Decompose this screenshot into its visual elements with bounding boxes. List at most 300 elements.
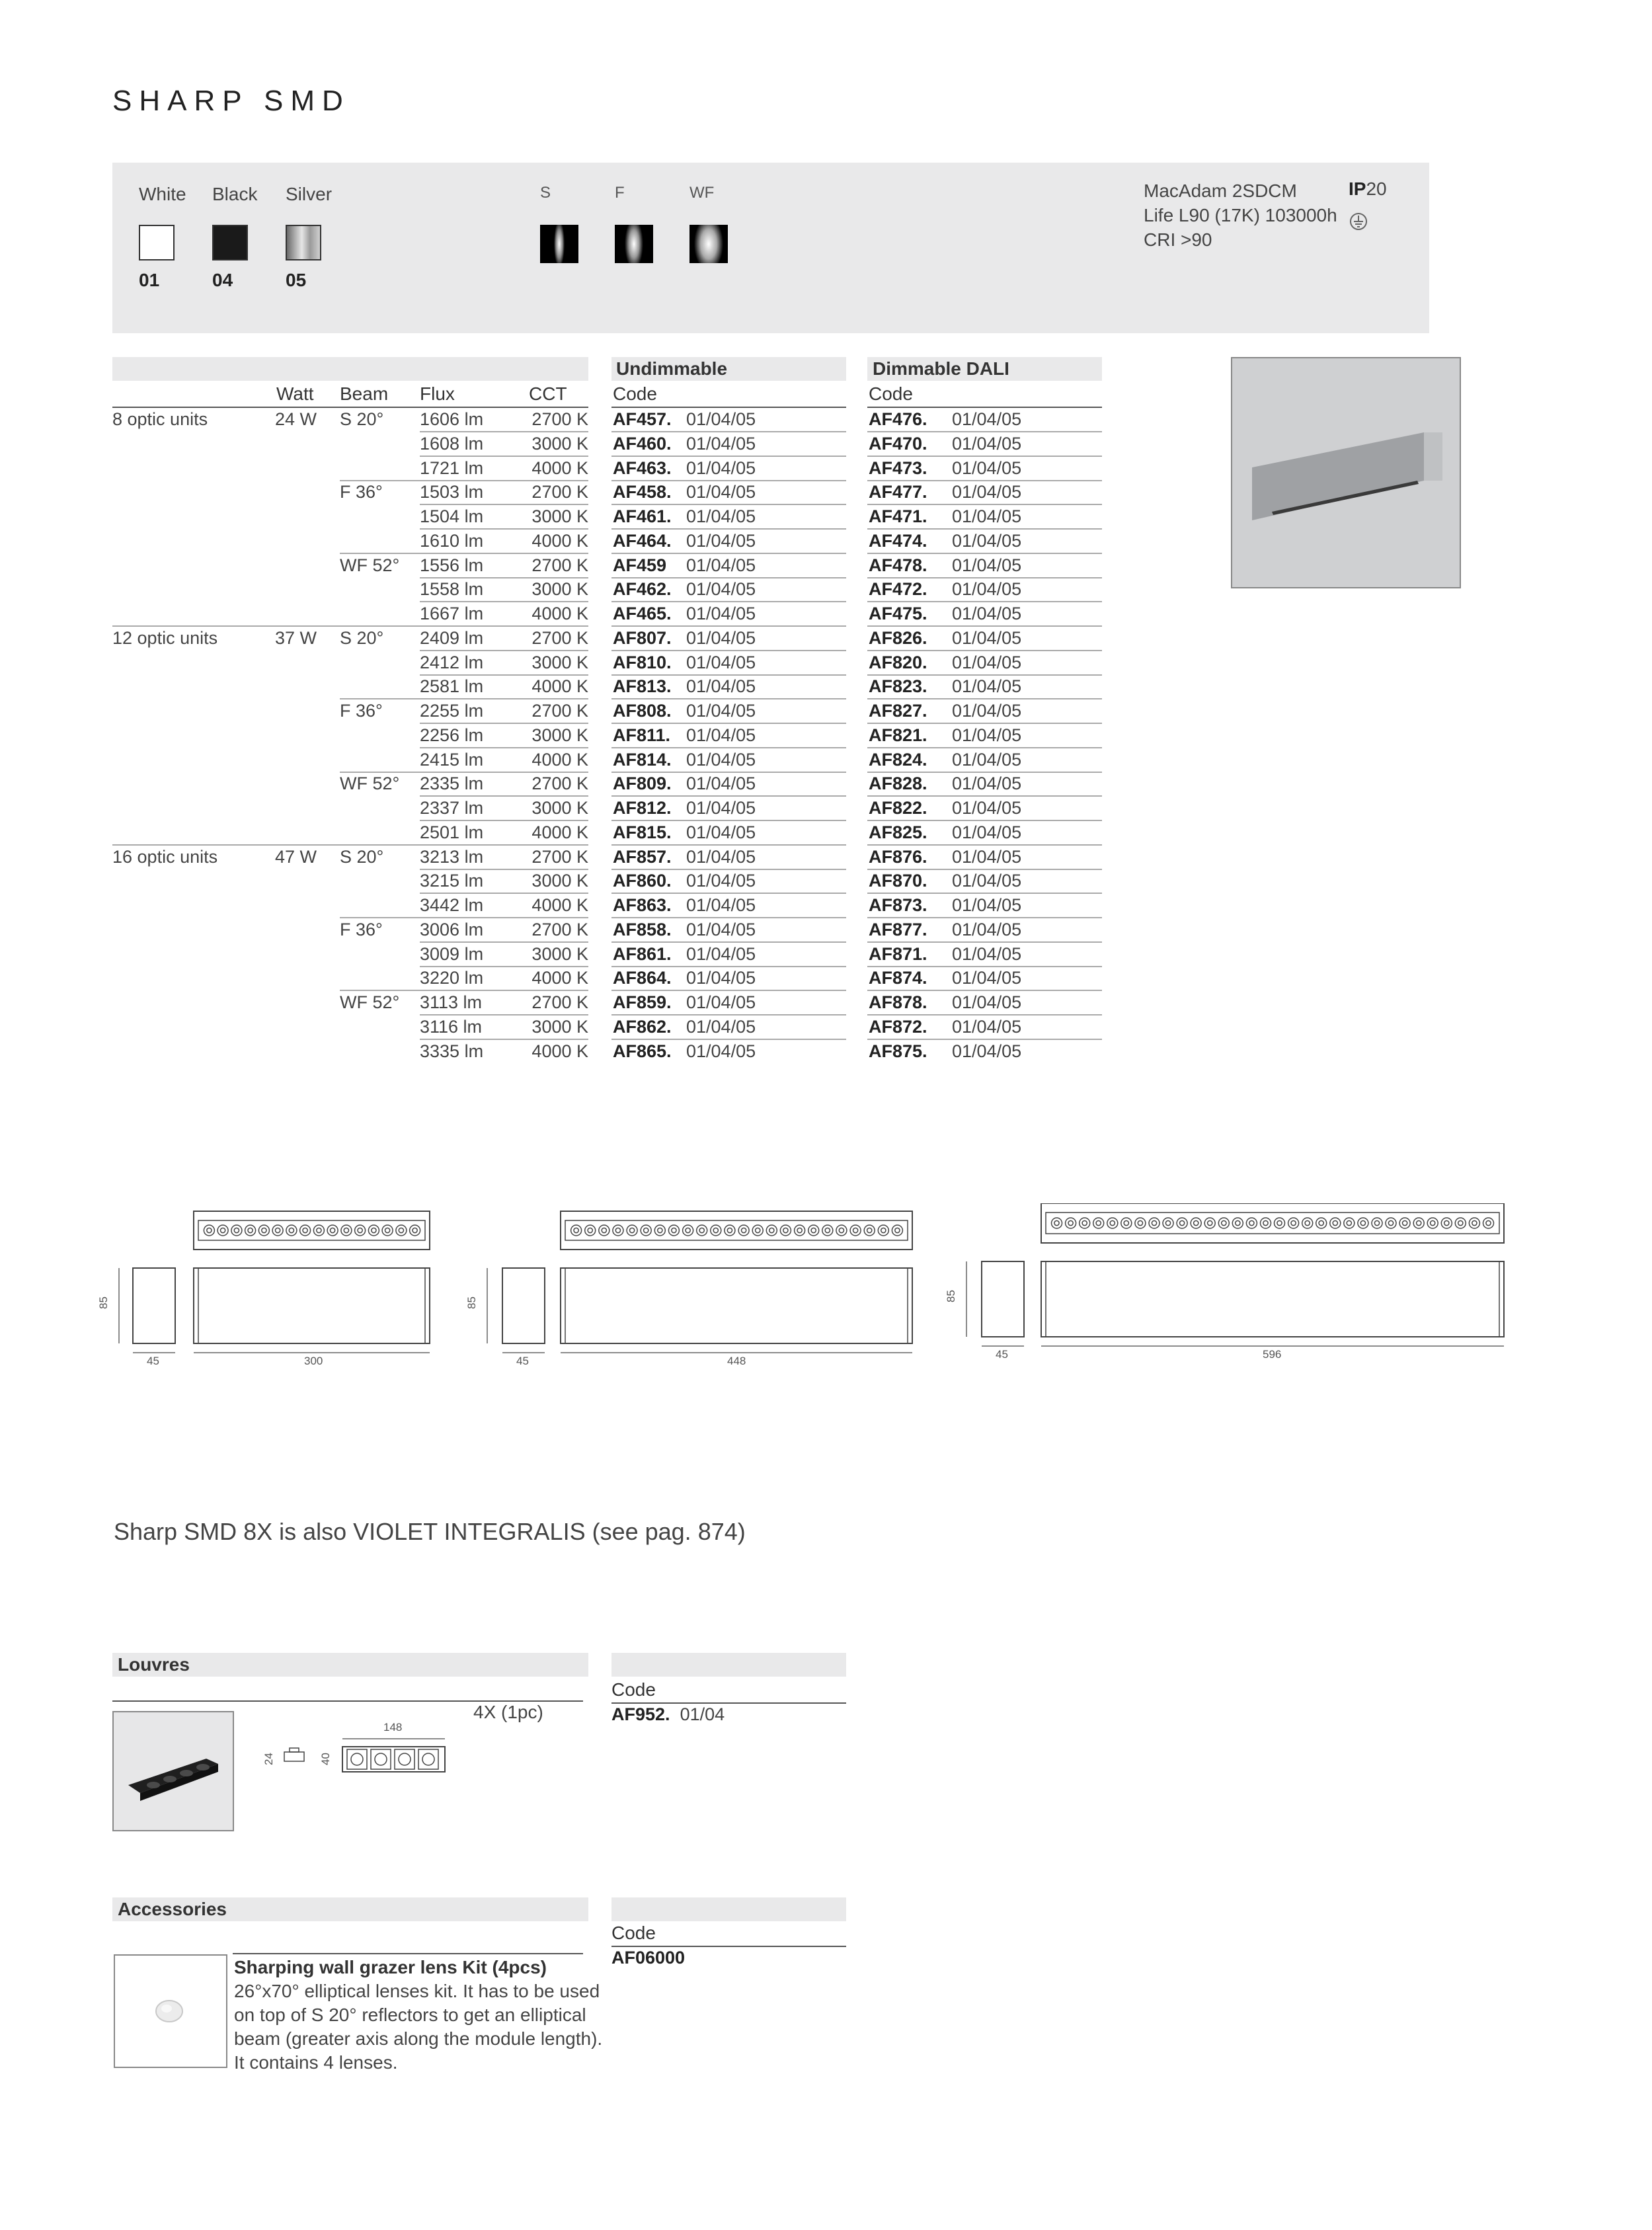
accessory-desc-line: 26°x70° elliptical lenses kit. It has to be used [234,1981,600,2001]
dim-length-2: 448 [727,1355,746,1367]
optic-circle-inner [1277,1220,1282,1225]
cell-flux: 2255 lm [420,701,484,721]
optic-circle-inner [289,1228,294,1232]
optic-circle [613,1225,623,1236]
optic-circle [1469,1218,1479,1228]
cell-d_code: AF822. [869,798,927,818]
cell-watt: 24 W [275,409,317,429]
drawing-596 [966,1203,1504,1346]
cell-d_code: AF871. [869,944,927,964]
optic-circle-inner [713,1228,718,1232]
cell-d_var: 01/04/05 [952,482,1022,502]
cell-flux: 2335 lm [420,774,484,793]
dim-height-3: 85 [945,1290,957,1302]
cell-u_var: 01/04/05 [686,628,756,648]
cell-d_code: AF873. [869,895,927,915]
optic-circle [738,1225,749,1236]
cell-d_code: AF472. [869,579,927,599]
optic-circle [231,1225,242,1236]
page-title: SHARP SMD [112,85,350,117]
optic-circle-inner [1096,1220,1101,1225]
optic-circle [1275,1218,1285,1228]
optic-circle-inner [372,1228,376,1232]
cell-flux: 1606 lm [420,409,484,429]
optic-circle-inner [1138,1220,1142,1225]
cell-flux: 2256 lm [420,725,484,745]
cell-watt: 47 W [275,847,317,867]
cell-flux: 3116 lm [420,1017,483,1037]
cell-u_code: AF861. [613,944,672,964]
cell-u_var: 01/04/05 [686,895,756,915]
col-code-undimmable: Code [613,383,657,404]
optic-circle-inner [221,1228,225,1232]
optic-circle-inner [1458,1220,1463,1225]
cell-u_var: 01/04/05 [686,458,756,478]
cell-d_code: AF870. [869,871,927,891]
cell-d_code: AF477. [869,482,927,502]
optic-circle-inner [1165,1220,1170,1225]
finish-label-white: White [139,184,186,204]
cell-d_var: 01/04/05 [952,531,1022,551]
cell-u_code: AF812. [613,798,672,818]
optic-circle-inner [1472,1220,1477,1225]
cell-u_code: AF862. [613,1017,672,1037]
optic-circle-inner [867,1228,872,1232]
cell-d_code: AF872. [869,1017,927,1037]
optic-circle-inner [811,1228,816,1232]
optic-circle-inner [344,1228,348,1232]
optic-circle [1372,1218,1382,1228]
optic-circle-inner [742,1228,746,1232]
cell-d_var: 01/04/05 [952,750,1022,770]
optic-circle-inner [756,1228,760,1232]
cell-d_var: 01/04/05 [952,1017,1022,1037]
cell-d_var: 01/04/05 [952,992,1022,1012]
louvres-dim-height: 24 [262,1753,275,1765]
accessories-rule [233,1953,583,1954]
cell-cct: 3000 K [531,579,588,599]
louvres-dim-length: 148 [383,1721,403,1733]
cell-d_code: AF824. [869,750,927,770]
optic-circle [1441,1218,1452,1228]
optic-circle-inner [769,1228,774,1232]
cell-beam: S 20° [340,847,384,867]
optic-circle-inner [672,1228,676,1232]
cell-u_code: AF807. [613,628,672,648]
optic-circle-inner [853,1228,858,1232]
cell-beam: WF 52° [340,774,400,793]
cell-d_code: AF476. [869,409,927,429]
cell-flux: 2409 lm [420,628,484,648]
accessory-desc-line: on top of S 20° reflectors to get an elliptical [234,2005,586,2025]
cell-u_code: AF463. [613,458,672,478]
optic-circle [1177,1218,1187,1228]
accessory-desc-line: It contains 4 lenses. [234,2052,398,2073]
louvres-qty: 4X (1pc) [473,1702,543,1722]
cell-u_code: AF460. [613,434,672,454]
cell-d_code: AF821. [869,725,927,745]
optic-circle-inner [1194,1220,1199,1225]
cell-u_var: 01/04/05 [686,653,756,672]
optic-circle-inner [1110,1220,1115,1225]
optic-circle [1093,1218,1104,1228]
optic-circle-inner [1208,1220,1212,1225]
beam-label-wf: WF [689,184,715,202]
cell-cct: 3000 K [531,798,588,818]
optic-circle-inner [413,1228,417,1232]
cell-d_code: AF875. [869,1041,927,1061]
cell-u_code: AF813. [613,676,672,696]
cell-cct: 4000 K [531,604,588,623]
cell-cct: 2700 K [531,701,588,721]
cell-u_var: 01/04/05 [686,579,756,599]
dim-width-3: 45 [996,1348,1008,1361]
cell-d_var: 01/04/05 [952,895,1022,915]
optic-circle-inner [588,1228,592,1232]
cell-d_code: AF471. [869,506,927,526]
optic-circle [822,1225,833,1236]
cell-d_var: 01/04/05 [952,579,1022,599]
cell-cct: 2700 K [531,555,588,575]
cell-d_var: 01/04/05 [952,944,1022,964]
optic-circle-inner [234,1228,239,1232]
cell-u_var: 01/04/05 [686,944,756,964]
cell-u_var: 01/04/05 [686,750,756,770]
cell-flux: 3009 lm [420,944,484,964]
cell-cct: 2700 K [531,628,588,648]
optic-circle [204,1225,214,1236]
cell-flux: 3220 lm [420,968,484,988]
optic-circle-inner [1222,1220,1226,1225]
col-beam: Beam [340,383,389,404]
optic-circle-inner [1417,1220,1421,1225]
cell-u_var: 01/04/05 [686,531,756,551]
optic-circle [286,1225,297,1236]
cell-u_code: AF462. [613,579,672,599]
cell-d_var: 01/04/05 [952,847,1022,867]
optic-circle-inner [262,1228,266,1232]
cell-u_code: AF461. [613,506,672,526]
cell-d_code: AF874. [869,968,927,988]
finish-swatch-silver [286,225,321,260]
optic-circle-inner [1249,1220,1254,1225]
optic-circle [599,1225,610,1236]
optic-circle-inner [1374,1220,1379,1225]
cell-u_code: AF857. [613,847,672,867]
optic-circle [668,1225,679,1236]
optic-circle-inner [839,1228,844,1232]
cell-flux: 3215 lm [420,871,484,891]
optic-circle-inner [1444,1220,1449,1225]
cell-u_var: 01/04/05 [686,676,756,696]
optic-circle [627,1225,637,1236]
optic-circle [1135,1218,1146,1228]
optic-circle-inner [1054,1220,1059,1225]
finish-label-black: Black [212,184,258,204]
optic-circle [410,1225,420,1236]
drawing-300 [119,1211,430,1353]
accessories-code-bar [611,1897,846,1921]
optic-circle-inner [1333,1220,1337,1225]
col-code-dali: Code [869,383,913,404]
cell-u_code: AF864. [613,968,672,988]
cell-beam: S 20° [340,409,384,429]
cell-cct: 2700 K [531,920,588,939]
optic-circle [766,1225,777,1236]
cell-beam: WF 52° [340,555,400,575]
optic-circle [571,1225,582,1236]
optic-circle-inner [1486,1220,1491,1225]
optic-circle [258,1225,269,1236]
cell-cct: 3000 K [531,506,588,526]
cell-d_var: 01/04/05 [952,676,1022,696]
cell-u_var: 01/04/05 [686,774,756,793]
cell-u_var: 01/04/05 [686,604,756,623]
optic-circle-inner [1291,1220,1296,1225]
violet-note: Sharp SMD 8X is also VIOLET INTEGRALIS (see pag. 874) [114,1518,746,1545]
optic-circle [780,1225,791,1236]
optic-circle [795,1225,805,1236]
optic-circle [217,1225,228,1236]
cell-u_code: AF858. [613,920,672,939]
cell-flux: 1610 lm [420,531,484,551]
optic-circle [850,1225,861,1236]
cell-cct: 4000 K [531,531,588,551]
optic-circle-inner [1347,1220,1351,1225]
beam-label-s: S [540,184,551,202]
cell-u_var: 01/04/05 [686,992,756,1012]
finish-swatch-black [212,225,248,260]
dim-length-1: 300 [304,1355,323,1367]
cell-d_var: 01/04/05 [952,409,1022,429]
optic-circle-inner [686,1228,690,1232]
optic-circle [368,1225,379,1236]
cell-d_var: 01/04/05 [952,871,1022,891]
cell-beam: WF 52° [340,992,400,1012]
optic-circle [836,1225,847,1236]
accessories-code-rule [611,1946,846,1947]
optic-circle [1261,1218,1271,1228]
col-watt: Watt [276,383,314,404]
optic-circle-inner [783,1228,788,1232]
cell-u_code: AF814. [613,750,672,770]
cell-d_code: AF473. [869,458,927,478]
finish-code-white: 01 [139,270,160,290]
optic-circle [752,1225,763,1236]
cell-flux: 2581 lm [420,676,484,696]
cell-flux: 2501 lm [420,822,484,842]
optic-circle [1386,1218,1396,1228]
spec-cri: CRI >90 [1144,229,1212,250]
optic-circle-inner [1124,1220,1128,1225]
cell-unit: 12 optic units [112,628,218,648]
optic-circle-inner [399,1228,403,1232]
optic-circle [1455,1218,1466,1228]
cell-d_var: 01/04/05 [952,1041,1022,1061]
cell-u_var: 01/04/05 [686,482,756,502]
accessory-desc-line: beam (greater axis along the module length). [234,2028,603,2049]
cell-cct: 3000 K [531,653,588,672]
cell-u_var: 01/04/05 [686,847,756,867]
table-header-bar [112,357,588,381]
optic-circle [1358,1218,1368,1228]
cell-cct: 4000 K [531,1041,588,1061]
cell-d_code: AF878. [869,992,927,1012]
cell-cct: 4000 K [531,822,588,842]
optic-circle [382,1225,393,1236]
dim-length-3: 596 [1263,1348,1282,1361]
optic-circle-inner [602,1228,606,1232]
cell-cct: 3000 K [531,434,588,454]
cell-beam: F 36° [340,482,383,502]
beam-wf-icon [689,225,728,263]
cell-flux: 3006 lm [420,920,484,939]
optic-circle [1330,1218,1341,1228]
optic-circle [711,1225,721,1236]
cell-beam: F 36° [340,920,383,939]
spec-list [1144,179,1337,252]
technical-drawings [73,1203,1527,1382]
optic-circle [341,1225,352,1236]
cell-flux: 3213 lm [420,847,484,867]
optic-circle [1191,1218,1201,1228]
optic-circle-inner [881,1228,886,1232]
cell-d_var: 01/04/05 [952,701,1022,721]
cell-d_code: AF820. [869,653,927,672]
optic-circle-inner [303,1228,307,1232]
cell-flux: 3335 lm [420,1041,484,1061]
optic-circle [272,1225,283,1236]
optic-circle [396,1225,407,1236]
cell-d_code: AF474. [869,531,927,551]
cell-d_var: 01/04/05 [952,628,1022,648]
cell-flux: 2412 lm [420,653,484,672]
optic-circle [1302,1218,1313,1228]
optic-circle [1344,1218,1355,1228]
accessories-code: AF06000 [611,1948,686,1968]
optic-circle-inner [276,1228,280,1232]
optic-circle-inner [1068,1220,1073,1225]
cell-cct: 3000 K [531,871,588,891]
optic-circle-inner [331,1228,335,1232]
optic-circle [878,1225,888,1236]
optic-circle-inner [248,1228,253,1232]
louvres-photo [112,1711,234,1831]
optic-circle-inner [385,1228,390,1232]
optic-circle-inner [1263,1220,1268,1225]
undimmable-header: Undimmable [616,358,728,379]
cell-d_code: AF827. [869,701,927,721]
cell-d_code: AF877. [869,920,927,939]
cell-u_var: 01/04/05 [686,968,756,988]
cell-u_var: 01/04/05 [686,725,756,745]
dim-width-1: 45 [147,1355,159,1367]
optic-circle-inner [644,1228,649,1232]
accessories-code-header: Code [611,1923,656,1943]
product-photo [1231,357,1461,588]
cell-unit: 16 optic units [112,847,218,867]
optic-circle [1204,1218,1215,1228]
cell-flux: 1608 lm [420,434,484,454]
cell-u_code: AF860. [613,871,672,891]
optic-circle [1232,1218,1243,1228]
optic-circle-inner [727,1228,732,1232]
dim-height-1: 85 [97,1296,110,1309]
finish-swatch-white [139,225,175,260]
cell-cct: 2700 K [531,847,588,867]
optic-circle-inner [574,1228,578,1232]
louvres-drawing [258,1712,463,1785]
optic-circle [1316,1218,1327,1228]
cell-d_var: 01/04/05 [952,555,1022,575]
optic-circle-inner [1305,1220,1310,1225]
optic-circle [313,1225,324,1236]
spec-macadam: MacAdam 2SDCM [1144,180,1297,201]
beam-f-icon [615,225,653,263]
cell-cct: 4000 K [531,750,588,770]
cell-cct: 4000 K [531,676,588,696]
louvres-code-header: Code [611,1679,656,1700]
cell-u_code: AF810. [613,653,672,672]
dali-header: Dimmable DALI [873,358,1009,379]
cell-u_var: 01/04/05 [686,798,756,818]
optic-circle [683,1225,693,1236]
cell-d_var: 01/04/05 [952,725,1022,745]
cell-d_code: AF823. [869,676,927,696]
cell-u_code: AF811. [613,725,671,745]
optic-circle-inner [358,1228,362,1232]
cell-u_var: 01/04/05 [686,506,756,526]
ip-rating: IP20 [1349,179,1387,199]
cell-flux: 2337 lm [420,798,484,818]
optic-circle-inner [207,1228,212,1232]
spec-life: Life L90 (17K) 103000h [1144,205,1337,225]
accessory-name: Sharping wall grazer lens Kit (4pcs) [234,1957,547,1977]
cell-u_code: AF457. [613,409,672,429]
cell-flux: 1558 lm [420,579,484,599]
cell-d_var: 01/04/05 [952,774,1022,793]
cell-flux: 1721 lm [420,458,484,478]
cell-u_code: AF465. [613,604,672,623]
optic-circle [697,1225,707,1236]
cell-flux: 1504 lm [420,506,484,526]
cell-d_var: 01/04/05 [952,506,1022,526]
optic-circle [1288,1218,1299,1228]
optic-circle [1107,1218,1118,1228]
cell-u_var: 01/04/05 [686,434,756,454]
optic-circle [1427,1218,1438,1228]
optic-circle-inner [895,1228,900,1232]
optic-circle [864,1225,875,1236]
cell-watt: 37 W [275,628,317,648]
cell-d_code: AF825. [869,822,927,842]
cell-u_var: 01/04/05 [686,1041,756,1061]
cell-d_code: AF470. [869,434,927,454]
cell-cct: 2700 K [531,409,588,429]
cell-d_var: 01/04/05 [952,822,1022,842]
louvres-dim-depth: 40 [319,1753,332,1765]
cell-cct: 3000 K [531,1017,588,1037]
cell-flux: 3442 lm [420,895,484,915]
optic-circle-inner [1180,1220,1185,1225]
optic-circle [1052,1218,1062,1228]
cell-d_var: 01/04/05 [952,798,1022,818]
cell-cct: 2700 K [531,482,588,502]
cell-cct: 3000 K [531,725,588,745]
cell-u_code: AF809. [613,774,672,793]
finish-code-silver: 05 [286,270,307,290]
cell-cct: 3000 K [531,944,588,964]
